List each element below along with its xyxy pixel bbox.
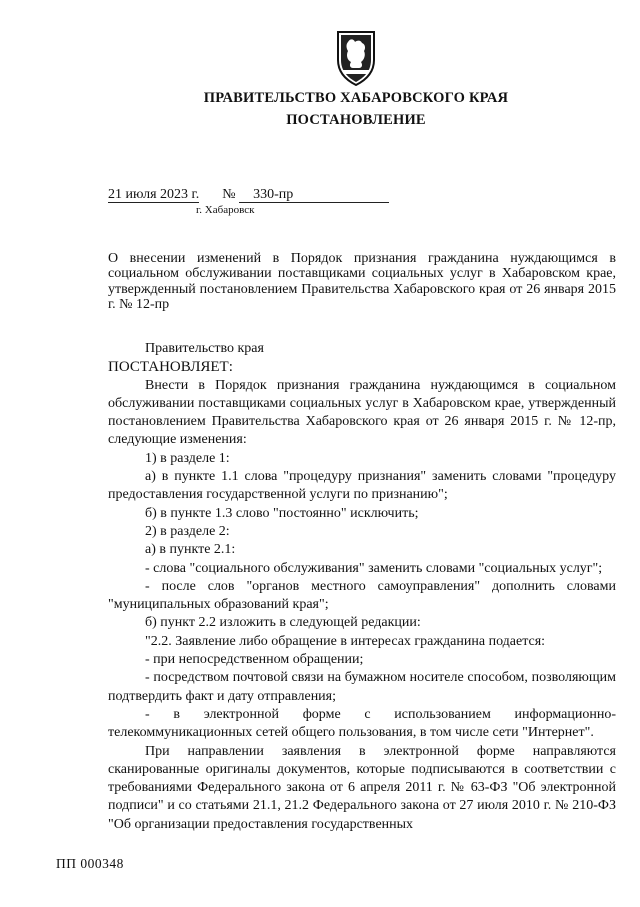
document-type-title: ПОСТАНОВЛЕНИЕ [286,112,426,128]
paragraph: а) в пункте 2.1: [145,542,236,558]
paragraph: "2.2. Заявление либо обращение в интересах гражданина подается: [145,633,546,649]
paragraph: При направлении заявления в электронной форме направляются сканированные оригиналы документов, которые подписываются в соответствии с требованиями Федерального закона от 6 апреля 2011 г. № 63-ФЗ "Об электронной подписи" и со статьями 21.1, 21.2 Федерального закона от 27 июля 2010 г. № 210-ФЗ "Об организации предоставления государственных [108,743,616,832]
paragraph: б) пункт 2.2 изложить в следующей редакции: [145,615,421,631]
date-number-line [108,187,389,203]
paragraph: Правительство края [145,341,264,356]
paragraph: Внести в Порядок признания гражданина нуждающимся в социальном обслуживании поставщиками социальных услуг в Хабаровском крае, утвержденный постановлением Правительства Хабаровского края от 26 января 2015 г. № 12-пр, следующие изменения: [108,377,616,448]
paragraph: - после слов "органов местного самоуправления" дополнить словами "муниципальных образований края"; [108,578,616,613]
paragraph: - посредством почтовой связи на бумажном носителе способом, позволяющим подтвердить факт и дату отправления; [108,670,616,704]
paragraph: - в электронной форме с использованием информационно-телекоммуникационных сетей общего пользования, в том числе сети "Интернет". [108,706,616,741]
paragraph: - при непосредственном обращении; [145,652,364,668]
document-number: 330-пр [253,187,294,202]
document-body [108,340,616,834]
document-date: 21 июля 2023 г. [108,187,200,202]
number-label: № [222,187,236,202]
document-subject: О внесении изменений в Порядок признания гражданина нуждающимся в социальном обслуживании поставщиками социальных услуг в Хабаровском крае, утвержденный постановлением Правительства Хабаровского края от 26 января 2015 г. № 12-пр [108,251,616,313]
city-label: г. Хабаровск [196,204,255,216]
coat-of-arms-icon [334,30,378,86]
form-code: ПП 000348 [56,856,124,871]
paragraph: ПОСТАНОВЛЯЕТ: [108,359,233,376]
paragraph: 1) в разделе 1: [145,450,230,466]
government-title: ПРАВИТЕЛЬСТВО ХАБАРОВСКОГО КРАЯ [203,90,509,106]
paragraph: а) в пункте 1.1 слова "процедуру признания" заменить словами "процедуру предоставления государственной услуги по признанию"; [108,469,616,503]
paragraph: 2) в разделе 2: [145,523,230,539]
paragraph: б) в пункте 1.3 слово "постоянно" исключить; [145,505,419,521]
paragraph: - слова "социального обслуживания" заменить словами "социальных услуг"; [145,560,603,576]
